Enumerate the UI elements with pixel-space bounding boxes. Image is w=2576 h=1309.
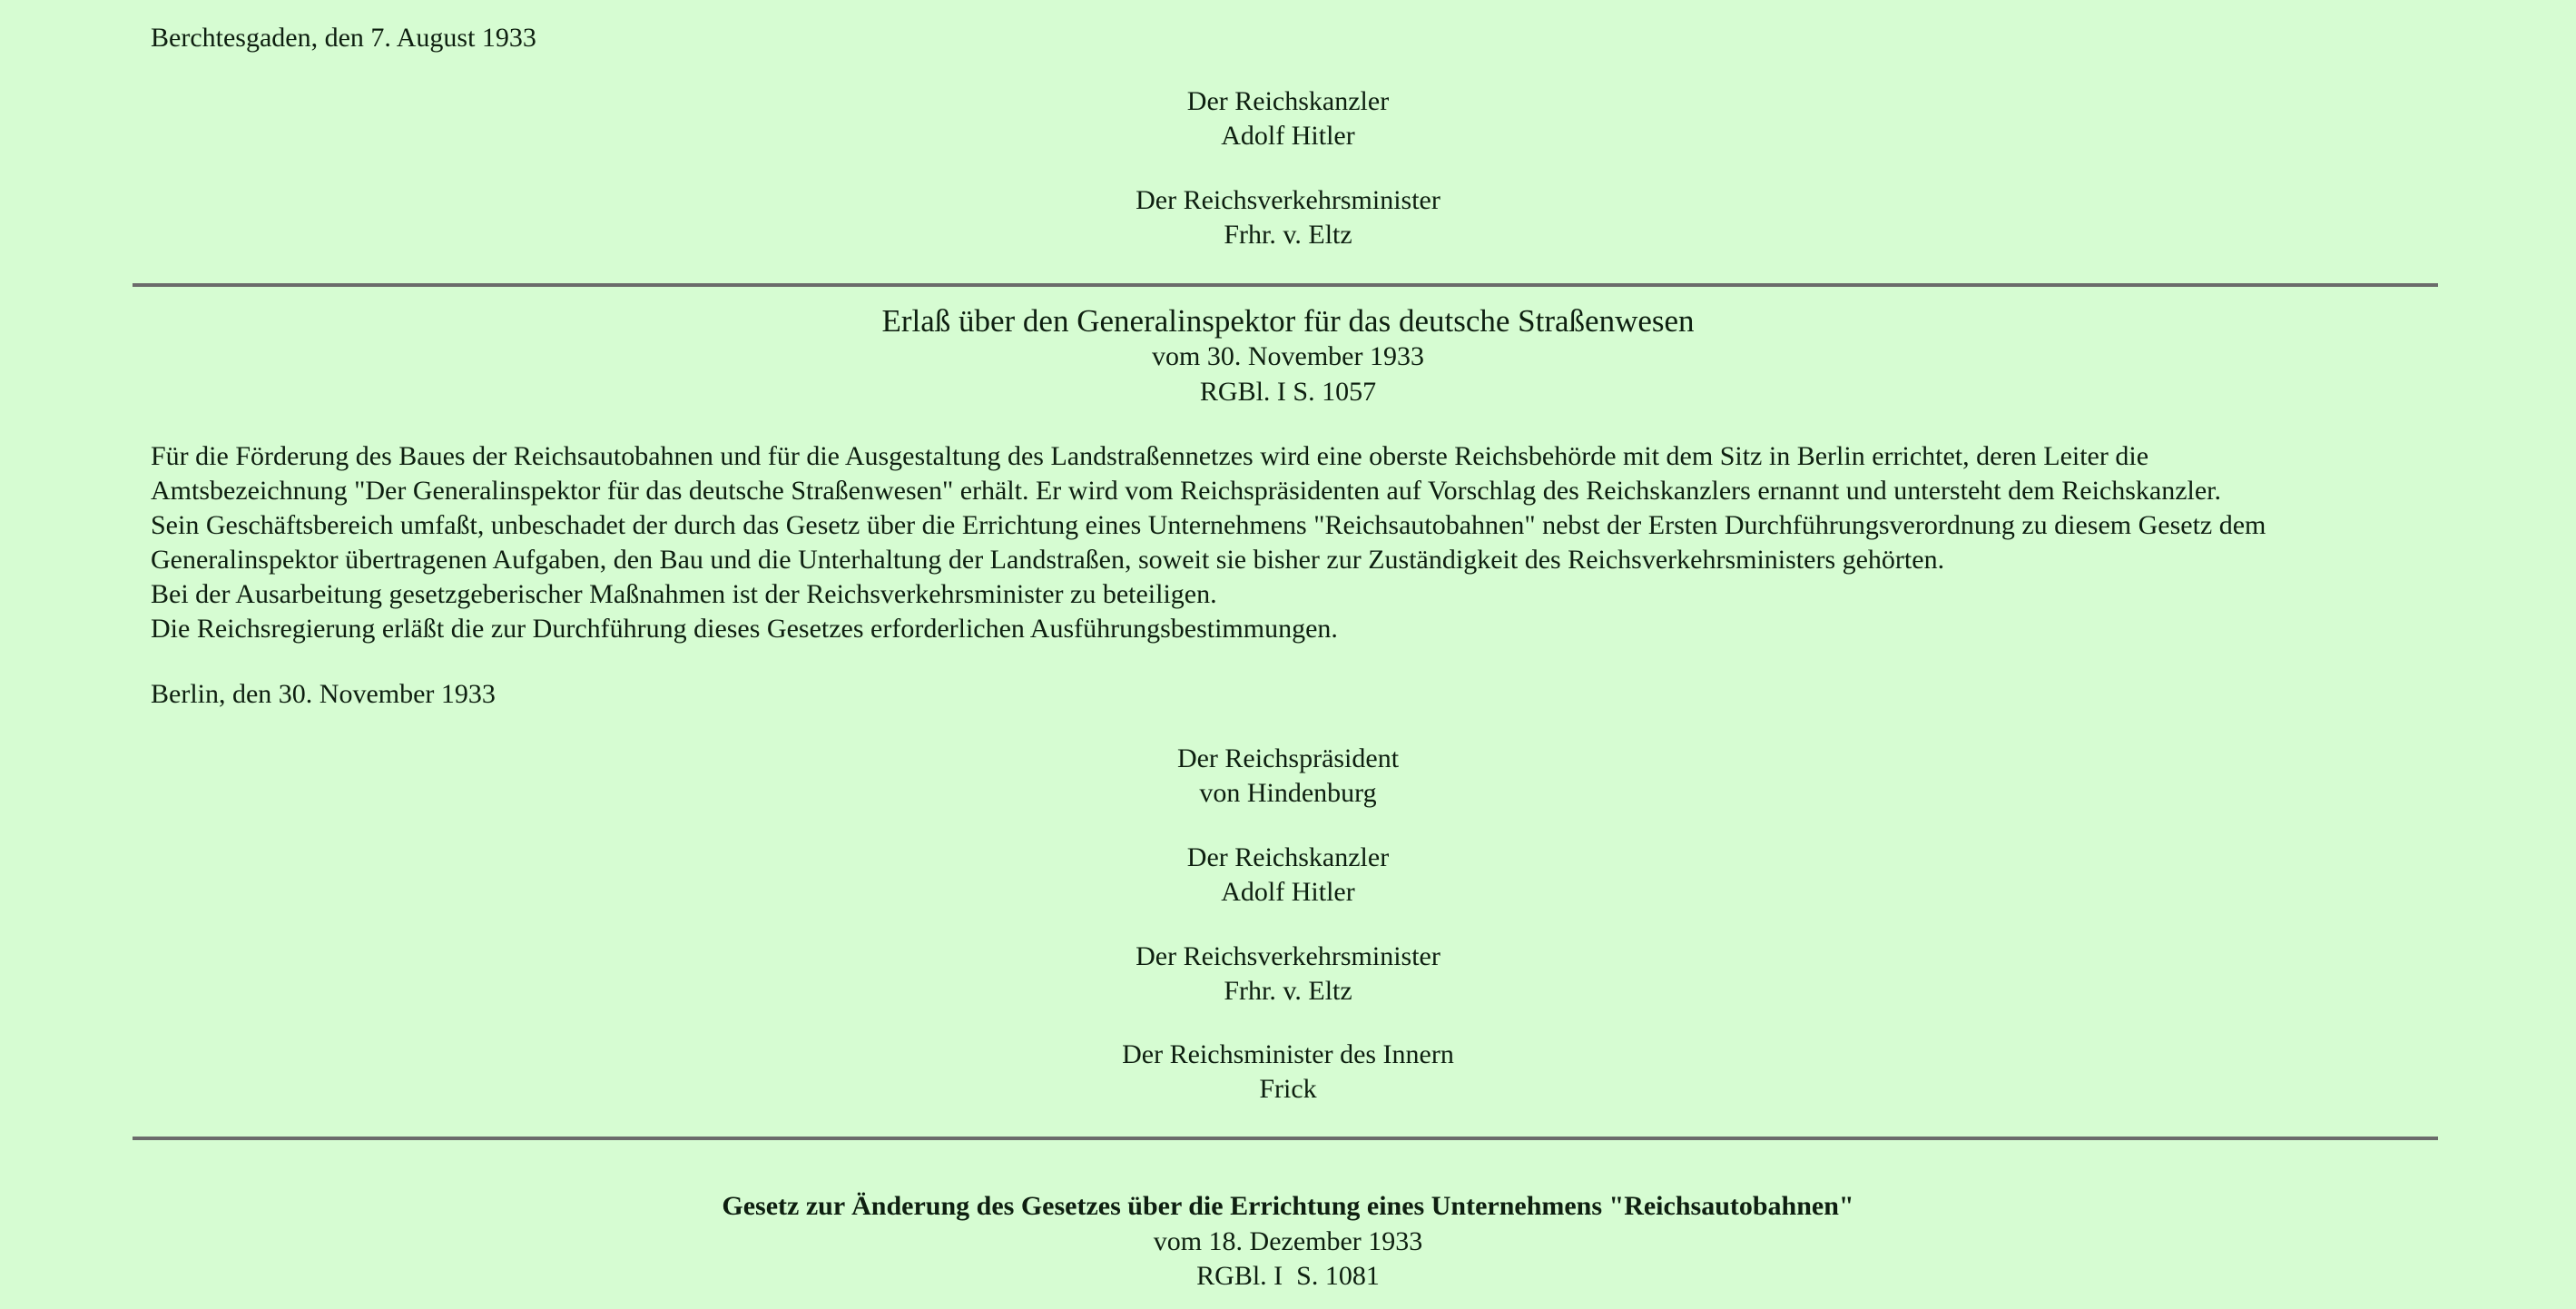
law-date: vom 18. Dezember 1933 (1153, 1226, 1423, 1256)
decree-paragraph-line: Für die Förderung des Baues der Reichsautobahnen und für die Ausgestaltung des Landstraßennetzes wird eine oberste Reichsbehörde mit dem Sitz in Berlin errichtet, deren Leiter die (151, 441, 2149, 471)
signature-name: von Hindenburg (1199, 778, 1377, 808)
decree-date: vom 30. November 1933 (1152, 341, 1424, 371)
horizontal-rule (133, 1137, 2438, 1140)
signature-block-reichsverkehrsminister (0, 940, 2576, 1009)
signature-name: Adolf Hitler (1221, 121, 1355, 151)
decree-reference: RGBl. I S. 1057 (1199, 377, 1377, 407)
law-title: Gesetz zur Änderung des Gesetzes über die Errichtung eines Unternehmens "Reichsautobahnen" (722, 1191, 1854, 1221)
signature-block-reichskanzler (0, 84, 2576, 153)
place-date-berchtesgaden: Berchtesgaden, den 7. August 1933 (151, 23, 536, 53)
signature-block-reichsverkehrsminister (0, 183, 2576, 252)
signature-role: Der Reichsverkehrsminister (1136, 941, 1440, 971)
horizontal-rule (133, 283, 2438, 287)
decree-paragraph-line: Die Reichsregierung erläßt die zur Durchführung dieses Gesetzes erforderlichen Ausführungsbestimmungen. (151, 614, 1338, 644)
signature-block-reichspraesident (0, 742, 2576, 811)
signature-role: Der Reichskanzler (1186, 842, 1390, 872)
place-date-berlin: Berlin, den 30. November 1933 (151, 679, 496, 709)
signature-role: Der Reichspräsident (1176, 743, 1400, 773)
decree-paragraph-line: Sein Geschäftsbereich umfaßt, unbeschadet der durch das Gesetz über die Errichtung eines Unternehmens "Reichsautobahnen" nebst der Ersten Durchführungsverordnung zu diesem Gesetz dem (151, 510, 2266, 540)
decree-title: Erlaß über den Generalinspektor für das deutsche Straßenwesen (881, 303, 1695, 339)
signature-name: Adolf Hitler (1221, 877, 1355, 907)
law-reference: RGBl. I S. 1081 (1196, 1261, 1380, 1291)
signature-block-reichsminister-innern (0, 1038, 2576, 1107)
decree-body (151, 439, 2474, 646)
signature-role: Der Reichsminister des Innern (1122, 1039, 1454, 1069)
signature-name: Frhr. v. Eltz (1224, 976, 1352, 1006)
signature-name: Frick (1259, 1074, 1317, 1104)
signature-role: Der Reichskanzler (1186, 86, 1390, 116)
signature-name: Frhr. v. Eltz (1224, 220, 1352, 250)
decree-paragraph-line: Amtsbezeichnung "Der Generalinspektor für das deutsche Straßenwesen" erhält. Er wird vom Reichspräsidenten auf Vorschlag des Reichskanzlers ernannt und untersteht dem Reichskanzler. (151, 476, 2222, 506)
signature-block-reichskanzler (0, 841, 2576, 910)
decree-paragraph-line: Bei der Ausarbeitung gesetzgeberischer Maßnahmen ist der Reichsverkehrsminister zu beteiligen. (151, 579, 1217, 609)
signature-role: Der Reichsverkehrsminister (1136, 185, 1440, 215)
decree-paragraph-line: Generalinspektor übertragenen Aufgaben, den Bau und die Unterhaltung der Landstraßen, soweit sie bisher zur Zuständigkeit des Reichsverkehrsministers gehörten. (151, 545, 1945, 575)
